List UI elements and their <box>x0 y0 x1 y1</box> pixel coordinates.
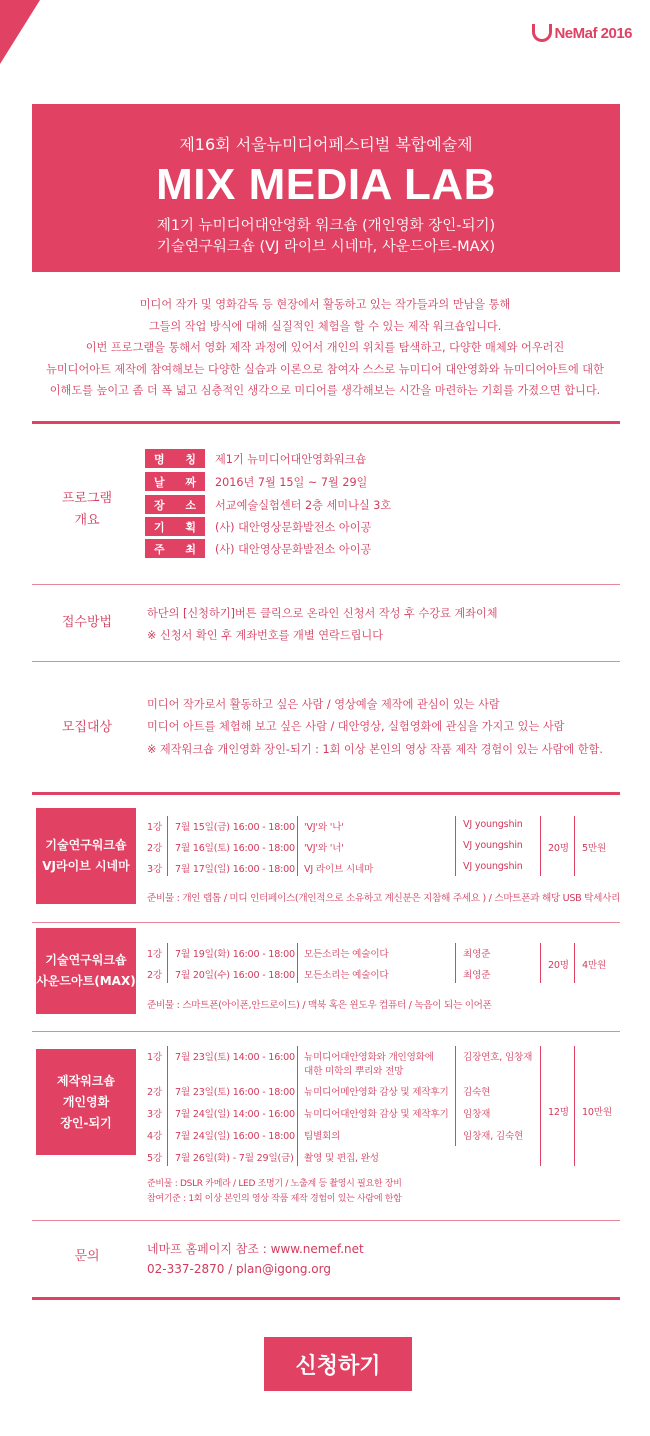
session-lecturer: 최영준 <box>463 970 491 981</box>
session-date: 7월 20일(수) 16:00 - 18:00 <box>175 970 295 981</box>
column-divider <box>167 1046 168 1166</box>
apply-method-label: 접수방법 <box>61 615 113 630</box>
session-date: 7월 17일(일) 16:00 - 18:00 <box>175 864 295 875</box>
apply-method-note: ※ 신청서 확인 후 계좌번호를 개별 연락드립니다 <box>147 629 384 642</box>
session-number: 1강 <box>147 822 162 833</box>
intro-line: 이해도를 높이고 좀 더 폭 넓고 심층적인 생각으로 미디어를 생각해보는 시간을 마련하는 기회를 가졌으면 합니다. <box>49 384 601 397</box>
section-divider <box>32 1297 620 1300</box>
session-topic: 모든소리는 예술이다 <box>304 970 389 981</box>
overview-key: 주 최 <box>145 539 205 558</box>
column-divider <box>297 1046 298 1166</box>
session-topic: 'VJ'와 '나' <box>304 822 344 833</box>
workshop-capacity: 12명 <box>548 1107 569 1118</box>
section-divider <box>32 1031 620 1032</box>
intro-line: 이번 프로그램을 통해서 영화 제작 과정에 있어서 개인의 위치를 탐색하고, 다양한 매체와 어우러진 <box>85 341 565 354</box>
session-number: 1강 <box>147 1052 162 1063</box>
session-lecturer: VJ youngshin <box>463 840 523 851</box>
session-number: 2강 <box>147 970 162 981</box>
session-lecturer: 임창재 <box>463 1109 491 1120</box>
session-topic: 뉴미디어대안영화와 개인영화에 <box>304 1052 434 1063</box>
session-date: 7월 24일(일) 16:00 - 18:00 <box>175 1131 295 1142</box>
logo-text: NeMaf 2016 <box>554 24 632 42</box>
target-line: 미디어 작가로서 활동하고 싶은 사람 / 영상예술 제작에 관심이 있는 사람 <box>147 698 500 711</box>
session-topic: VJ 라이브 시네마 <box>304 864 374 875</box>
session-number: 4강 <box>147 1131 162 1142</box>
apply-method-line: 하단의 [신청하기]버튼 클릭으로 온라인 신청서 작성 후 수강료 계좌이체 <box>147 607 498 620</box>
workshop-title-line: VJ라이브 시네마 <box>42 859 130 873</box>
workshop-title-line: 기술연구워크숍 <box>45 838 127 852</box>
target-note: ※ 제작워크숍 개인영화 장인-되기 : 1회 이상 본인의 영상 작품 제작 경험이 있는 사람에 한함. <box>147 743 603 756</box>
contact-phone-email: 02-337-2870 / plan@igong.org <box>147 1262 331 1276</box>
apply-button[interactable]: 신청하기 <box>264 1337 412 1391</box>
session-topic: 뉴미디어메안영화 감상 및 제작후기 <box>304 1087 449 1098</box>
target-line: 미디어 아트를 체험해 보고 싶은 사람 / 대안영상, 실험영화에 관심을 가지고 있는 사람 <box>147 720 565 733</box>
workshop-title-line: 사운드아트(MAX) <box>36 974 136 988</box>
hero-banner <box>32 104 620 272</box>
target-label: 모집대상 <box>61 720 113 735</box>
logo-mark-icon <box>532 24 552 42</box>
overview-key: 기 획 <box>145 517 205 536</box>
workshop-title-line: 개인영화 <box>62 1094 110 1109</box>
session-date: 7월 26일(화) - 7월 29일(금) <box>175 1153 294 1164</box>
session-date: 7월 19일(화) 16:00 - 18:00 <box>175 949 295 960</box>
column-divider <box>540 1046 541 1166</box>
workshop-note: 준비물 : 개인 랩톱 / 미디 인터페이스(개인적으로 소유하고 계신분은 지참해 주세요 ) / 스마트폰과 해당 USB 탁세사리 <box>147 893 621 904</box>
corner-decoration <box>0 0 40 64</box>
overview-value: 서교예술실험센터 2층 세미나실 3호 <box>215 498 392 512</box>
session-number: 1강 <box>147 949 162 960</box>
section-divider <box>32 421 620 424</box>
column-divider <box>455 816 456 876</box>
column-divider <box>540 816 541 876</box>
overview-value: (사) 대안영상문화발전소 아이공 <box>215 520 372 534</box>
intro-line: 뉴미디어아트 제작에 참여해보는 다양한 실습과 이론으로 참여자 스스로 뉴미디어 대안영화와 뉴미디어아트에 대한 <box>46 362 604 376</box>
column-divider <box>167 943 168 983</box>
column-divider <box>455 943 456 983</box>
session-number: 5강 <box>147 1153 162 1164</box>
session-date: 7월 23일(토) 16:00 - 18:00 <box>175 1087 295 1098</box>
section-divider <box>32 922 620 923</box>
session-topic: 촬영 및 편집, 완성 <box>304 1153 379 1164</box>
column-divider <box>574 816 575 876</box>
session-date: 7월 16일(토) 16:00 - 18:00 <box>175 843 295 854</box>
session-lecturer: 김장연호, 임창재 <box>463 1052 533 1063</box>
festival-name: 제16회 서울뉴미디어페스티벌 복합예술제 <box>179 135 473 154</box>
overview-key: 명 칭 <box>145 449 205 468</box>
session-lecturer: VJ youngshin <box>463 819 523 830</box>
session-number: 2강 <box>147 843 162 854</box>
column-divider <box>455 1046 456 1146</box>
overview-key: 날 짜 <box>145 472 205 491</box>
session-lecturer: 김숙현 <box>463 1087 491 1098</box>
session-number: 3강 <box>147 864 162 875</box>
workshop-title-box <box>36 1049 136 1155</box>
overview-row <box>145 517 371 536</box>
column-divider <box>574 943 575 983</box>
overview-value: 제1기 뉴미디어대안영화워크숍 <box>215 452 367 466</box>
column-divider <box>297 816 298 876</box>
workshop-capacity: 20명 <box>548 960 569 971</box>
overview-value: (사) 대안영상문화발전소 아이공 <box>215 542 372 556</box>
column-divider <box>540 943 541 983</box>
contact-website: 네마프 홈페이지 참조 : www.nemef.net <box>147 1242 364 1256</box>
workshop-title-line: 기술연구워크숍 <box>45 953 127 967</box>
workshop-title-box <box>36 928 136 1014</box>
section-divider <box>32 661 620 662</box>
intro-line: 미디어 작가 및 영화감독 등 현장에서 활동하고 있는 작가들과의 만남을 통해 <box>139 298 511 311</box>
workshop-title-box <box>36 808 136 904</box>
workshop-fee: 5만원 <box>582 843 607 854</box>
intro-line: 그들의 작업 방식에 대해 실질적인 체험을 할 수 있는 제작 워크숍입니다. <box>148 319 502 333</box>
workshop-capacity: 20명 <box>548 843 569 854</box>
workshop-fee: 4만원 <box>582 960 607 971</box>
session-lecturer: 임창재, 김숙현 <box>463 1131 524 1142</box>
workshop-title-line: 제작워크숍 <box>57 1073 115 1088</box>
session-number: 2강 <box>147 1087 162 1098</box>
intro-text <box>0 294 650 402</box>
overview-label-line: 프로그램 <box>61 491 113 506</box>
overview-label-line: 개요 <box>74 513 100 528</box>
section-divider <box>32 792 620 795</box>
workshop-note: 준비물 : DSLR 카메라 / LED 조명기 / 노출계 등 촬영시 필요한 장비 <box>147 1179 402 1189</box>
workshop-note: 준비물 : 스마트폰(아이폰,안드로이드) / 맥북 혹은 윈도우 컴퓨터 / 녹음이 되는 이어폰 <box>147 1000 492 1011</box>
workshop-title-line: 장인-되기 <box>60 1115 112 1130</box>
overview-value: 2016년 7월 15일 ~ 7월 29일 <box>215 475 368 489</box>
section-divider <box>32 1220 620 1221</box>
contact-label: 문의 <box>74 1249 100 1264</box>
session-topic: 팀별회의 <box>304 1131 341 1142</box>
overview-key: 장 소 <box>145 495 205 514</box>
overview-row <box>145 449 366 468</box>
hero-subtitle-2: 기술연구워크숍 (VJ 라이브 시네마, 사운드아트-MAX) <box>156 239 496 255</box>
session-topic: 대한 미학의 뿌리와 전망 <box>304 1066 404 1077</box>
overview-label <box>32 488 142 532</box>
column-divider <box>574 1046 575 1166</box>
overview-row <box>145 539 371 558</box>
column-divider <box>297 943 298 983</box>
session-topic: 'VJ'와 '너' <box>304 843 344 854</box>
workshop-fee: 10만원 <box>582 1107 612 1118</box>
page-title: MIX MEDIA LAB <box>156 160 496 209</box>
section-divider <box>32 584 620 585</box>
session-topic: 모든소리는 예술이다 <box>304 949 389 960</box>
session-lecturer: VJ youngshin <box>463 861 523 872</box>
session-date: 7월 24일(일) 14:00 - 16:00 <box>175 1109 295 1120</box>
session-lecturer: 최영준 <box>463 949 491 960</box>
overview-row <box>145 495 391 514</box>
session-date: 7월 23일(토) 14:00 - 16:00 <box>175 1052 295 1063</box>
overview-row <box>145 472 367 491</box>
session-number: 3강 <box>147 1109 162 1120</box>
session-topic: 뉴미디어대안영화 감상 및 제작후기 <box>304 1109 449 1120</box>
session-date: 7월 15일(금) 16:00 - 18:00 <box>175 822 295 833</box>
nemaf-logo <box>532 24 632 42</box>
column-divider <box>167 816 168 876</box>
hero-subtitle-1: 제1기 뉴미디어대안영화 워크숍 (개인영화 장인-되기) <box>156 218 496 234</box>
workshop-note: 참여기준 : 1회 이상 본인의 영상 작품 제작 경험이 있는 사람에 한함 <box>147 1194 402 1204</box>
